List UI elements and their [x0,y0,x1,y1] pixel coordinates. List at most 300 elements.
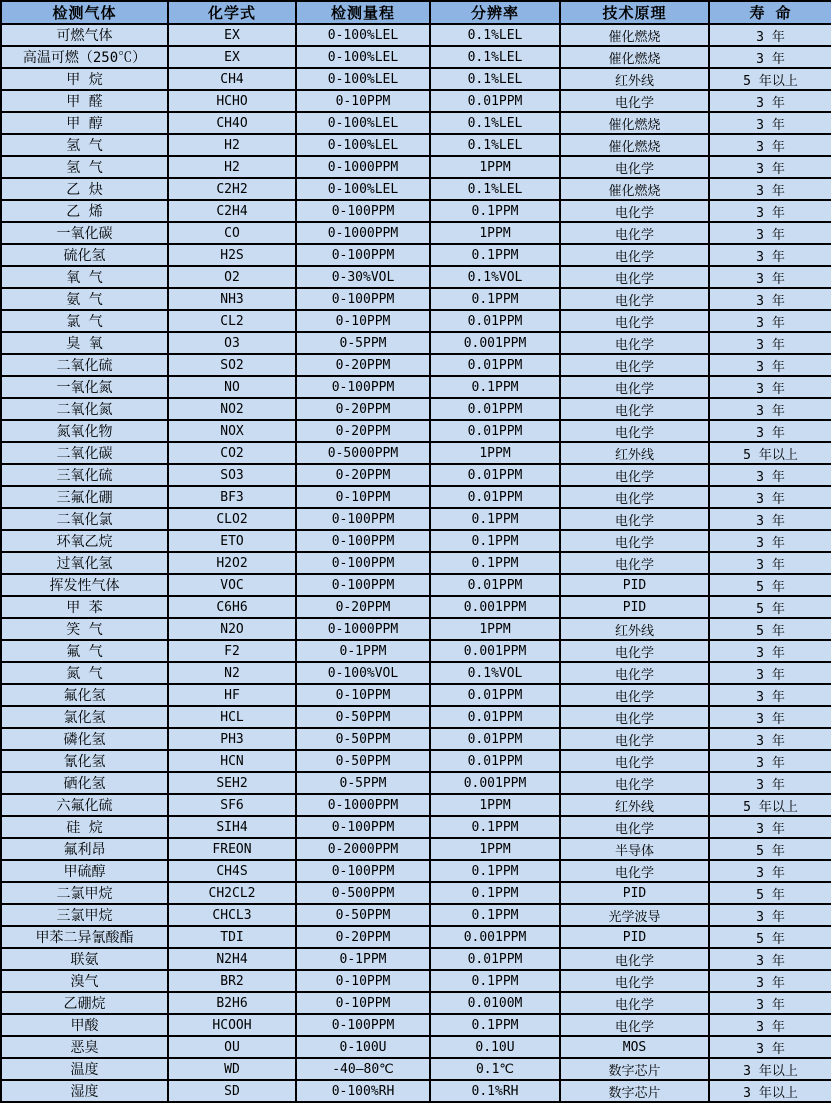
cell-range: 0-100PPM [296,1014,430,1036]
cell-resolution: 0.1%VOL [430,662,560,684]
table-row [1,420,831,442]
cell-lifespan: 3 年 [709,200,831,222]
cell-range: 0-50PPM [296,750,430,772]
cell-principle: PID [560,596,709,618]
cell-formula: SIH4 [168,816,296,838]
table-row [1,266,831,288]
table-row [1,904,831,926]
cell-lifespan: 5 年 [709,618,831,640]
cell-principle: 数字芯片 [560,1080,709,1102]
cell-resolution: 0.1PPM [430,552,560,574]
cell-principle: 电化学 [560,662,709,684]
cell-range: 0-10PPM [296,90,430,112]
cell-resolution: 0.1%LEL [430,24,560,46]
cell-formula: CHCL3 [168,904,296,926]
cell-gas: 氯化氢 [1,706,168,728]
cell-lifespan: 3 年 [709,684,831,706]
cell-lifespan: 5 年以上 [709,68,831,90]
cell-range: 0-20PPM [296,464,430,486]
cell-gas: 氧 气 [1,266,168,288]
cell-lifespan: 3 年 [709,992,831,1014]
cell-principle: 催化燃烧 [560,134,709,156]
cell-formula: OU [168,1036,296,1058]
cell-lifespan: 3 年 [709,904,831,926]
cell-formula: N2H4 [168,948,296,970]
cell-formula: CO [168,222,296,244]
cell-principle: 电化学 [560,728,709,750]
table-row [1,508,831,530]
cell-gas: 一氧化碳 [1,222,168,244]
cell-range: 0-1000PPM [296,222,430,244]
cell-gas: 二氧化氮 [1,398,168,420]
cell-gas: 二氧化硫 [1,354,168,376]
cell-range: 0-10PPM [296,486,430,508]
cell-formula: H2O2 [168,552,296,574]
cell-principle: 电化学 [560,464,709,486]
table-row [1,222,831,244]
cell-lifespan: 3 年 [709,816,831,838]
cell-principle: 红外线 [560,442,709,464]
table-row [1,310,831,332]
cell-formula: HCOOH [168,1014,296,1036]
cell-lifespan: 3 年 [709,662,831,684]
cell-principle: 电化学 [560,816,709,838]
cell-resolution: 0.1PPM [430,1014,560,1036]
cell-principle: 电化学 [560,948,709,970]
table-row [1,838,831,860]
cell-gas: 氟化氢 [1,684,168,706]
table-row [1,706,831,728]
cell-gas: 笑 气 [1,618,168,640]
cell-formula: HCL [168,706,296,728]
cell-range: 0-5PPM [296,332,430,354]
cell-principle: 半导体 [560,838,709,860]
cell-range: 0-1PPM [296,948,430,970]
cell-resolution: 1PPM [430,618,560,640]
cell-range: 0-20PPM [296,926,430,948]
cell-gas: 六氟化硫 [1,794,168,816]
cell-formula: NH3 [168,288,296,310]
cell-resolution: 0.01PPM [430,706,560,728]
cell-resolution: 1PPM [430,222,560,244]
cell-lifespan: 3 年 [709,706,831,728]
cell-resolution: 0.01PPM [430,354,560,376]
cell-gas: 挥发性气体 [1,574,168,596]
cell-principle: 催化燃烧 [560,178,709,200]
cell-lifespan: 3 年以上 [709,1058,831,1080]
cell-resolution: 0.1%LEL [430,178,560,200]
cell-resolution: 1PPM [430,442,560,464]
table-row [1,860,831,882]
cell-resolution: 0.1%LEL [430,112,560,134]
cell-formula: NO [168,376,296,398]
cell-formula: CL2 [168,310,296,332]
cell-resolution: 1PPM [430,838,560,860]
cell-formula: CH2CL2 [168,882,296,904]
cell-range: 0-20PPM [296,354,430,376]
cell-formula: ETO [168,530,296,552]
table-row [1,244,831,266]
cell-range: 0-100PPM [296,244,430,266]
cell-lifespan: 3 年 [709,178,831,200]
cell-lifespan: 3 年 [709,640,831,662]
cell-formula: N2 [168,662,296,684]
cell-resolution: 0.1PPM [430,816,560,838]
cell-gas: 乙 烯 [1,200,168,222]
cell-formula: N2O [168,618,296,640]
cell-gas: 乙硼烷 [1,992,168,1014]
cell-resolution: 0.1%VOL [430,266,560,288]
table-row [1,486,831,508]
cell-principle: 电化学 [560,508,709,530]
cell-principle: 电化学 [560,288,709,310]
cell-formula: CO2 [168,442,296,464]
cell-formula: NO2 [168,398,296,420]
cell-lifespan: 3 年 [709,1036,831,1058]
cell-gas: 一氧化氮 [1,376,168,398]
cell-principle: 电化学 [560,376,709,398]
cell-range: 0-100PPM [296,552,430,574]
table-row [1,574,831,596]
table-row [1,464,831,486]
table-row [1,750,831,772]
cell-gas: 高温可燃（250℃） [1,46,168,68]
cell-gas: 甲硫醇 [1,860,168,882]
cell-gas: 溴气 [1,970,168,992]
cell-formula: CH4O [168,112,296,134]
cell-lifespan: 3 年 [709,134,831,156]
cell-resolution: 0.1PPM [430,376,560,398]
cell-lifespan: 3 年 [709,376,831,398]
cell-range: 0-100%LEL [296,68,430,90]
cell-range: 0-100PPM [296,816,430,838]
table-row [1,354,831,376]
table-row [1,332,831,354]
cell-gas: 甲 醇 [1,112,168,134]
table-row [1,816,831,838]
cell-gas: 甲 苯 [1,596,168,618]
table-body [1,24,831,1102]
cell-lifespan: 3 年 [709,464,831,486]
cell-range: 0-10PPM [296,310,430,332]
cell-range: 0-1000PPM [296,618,430,640]
cell-formula: C2H2 [168,178,296,200]
cell-formula: HCHO [168,90,296,112]
column-header-formula: 化学式 [168,1,296,24]
cell-range: 0-2000PPM [296,838,430,860]
cell-lifespan: 3 年 [709,112,831,134]
cell-resolution: 0.01PPM [430,728,560,750]
cell-lifespan: 5 年 [709,838,831,860]
cell-resolution: 0.01PPM [430,464,560,486]
cell-gas: 硫化氢 [1,244,168,266]
cell-range: 0-100PPM [296,530,430,552]
cell-principle: 电化学 [560,200,709,222]
cell-lifespan: 3 年 [709,1014,831,1036]
cell-formula: CLO2 [168,508,296,530]
cell-range: 0-1000PPM [296,156,430,178]
cell-gas: 氢 气 [1,156,168,178]
cell-range: 0-20PPM [296,398,430,420]
cell-principle: 光学波导 [560,904,709,926]
cell-lifespan: 3 年 [709,486,831,508]
cell-lifespan: 3 年 [709,508,831,530]
cell-gas: 氟利昂 [1,838,168,860]
cell-principle: 电化学 [560,156,709,178]
cell-formula: CH4 [168,68,296,90]
cell-formula: TDI [168,926,296,948]
cell-range: 0-50PPM [296,904,430,926]
cell-principle: 电化学 [560,750,709,772]
cell-lifespan: 3 年 [709,354,831,376]
cell-lifespan: 3 年以上 [709,1080,831,1102]
cell-resolution: 0.001PPM [430,926,560,948]
cell-lifespan: 3 年 [709,530,831,552]
cell-principle: 电化学 [560,244,709,266]
table-row [1,728,831,750]
cell-gas: 环氧乙烷 [1,530,168,552]
column-header-gas: 检测气体 [1,1,168,24]
cell-gas: 三氧化硫 [1,464,168,486]
cell-gas: 三氯甲烷 [1,904,168,926]
cell-formula: O2 [168,266,296,288]
cell-principle: 红外线 [560,618,709,640]
cell-principle: 红外线 [560,68,709,90]
table-row [1,794,831,816]
cell-range: 0-100PPM [296,288,430,310]
cell-lifespan: 5 年 [709,596,831,618]
table-row [1,156,831,178]
cell-gas: 甲 醛 [1,90,168,112]
cell-formula: EX [168,24,296,46]
cell-gas: 湿度 [1,1080,168,1102]
table-row [1,618,831,640]
cell-formula: O3 [168,332,296,354]
cell-range: 0-50PPM [296,706,430,728]
cell-principle: 电化学 [560,398,709,420]
cell-range: 0-100PPM [296,200,430,222]
cell-gas: 甲酸 [1,1014,168,1036]
cell-gas: 氰化氢 [1,750,168,772]
cell-range: 0-100U [296,1036,430,1058]
cell-principle: 电化学 [560,992,709,1014]
cell-formula: VOC [168,574,296,596]
cell-gas: 温度 [1,1058,168,1080]
cell-lifespan: 5 年以上 [709,442,831,464]
cell-resolution: 0.01PPM [430,684,560,706]
cell-gas: 硅 烷 [1,816,168,838]
cell-principle: 电化学 [560,310,709,332]
cell-lifespan: 3 年 [709,46,831,68]
cell-resolution: 0.1PPM [430,904,560,926]
cell-lifespan: 3 年 [709,24,831,46]
cell-range: 0-1PPM [296,640,430,662]
cell-resolution: 0.001PPM [430,772,560,794]
cell-formula: NOX [168,420,296,442]
cell-principle: 电化学 [560,420,709,442]
cell-formula: BF3 [168,486,296,508]
table-row [1,68,831,90]
table-row [1,398,831,420]
cell-lifespan: 3 年 [709,750,831,772]
table-row [1,684,831,706]
cell-principle: 电化学 [560,860,709,882]
cell-principle: 电化学 [560,552,709,574]
cell-lifespan: 3 年 [709,860,831,882]
cell-resolution: 0.1PPM [430,882,560,904]
cell-range: 0-20PPM [296,596,430,618]
cell-lifespan: 3 年 [709,244,831,266]
cell-formula: SEH2 [168,772,296,794]
cell-resolution: 0.1PPM [430,200,560,222]
table-row [1,662,831,684]
cell-formula: EX [168,46,296,68]
cell-formula: BR2 [168,970,296,992]
cell-lifespan: 3 年 [709,772,831,794]
cell-principle: 催化燃烧 [560,24,709,46]
table-row [1,552,831,574]
cell-lifespan: 3 年 [709,420,831,442]
cell-principle: 电化学 [560,684,709,706]
cell-principle: 电化学 [560,486,709,508]
cell-gas: 过氧化氢 [1,552,168,574]
table-header-row [1,1,831,24]
cell-resolution: 0.01PPM [430,398,560,420]
table-row [1,1080,831,1102]
cell-formula: SO2 [168,354,296,376]
cell-resolution: 0.1%LEL [430,46,560,68]
table-row [1,970,831,992]
cell-resolution: 0.01PPM [430,90,560,112]
cell-formula: SO3 [168,464,296,486]
cell-lifespan: 5 年以上 [709,794,831,816]
cell-resolution: 0.1PPM [430,860,560,882]
cell-gas: 恶臭 [1,1036,168,1058]
cell-resolution: 0.1PPM [430,530,560,552]
cell-gas: 氢 气 [1,134,168,156]
cell-formula: C6H6 [168,596,296,618]
cell-range: 0-30%VOL [296,266,430,288]
cell-gas: 氮氧化物 [1,420,168,442]
table-row [1,46,831,68]
cell-resolution: 0.01PPM [430,574,560,596]
cell-lifespan: 3 年 [709,728,831,750]
cell-formula: H2 [168,134,296,156]
table-row [1,200,831,222]
cell-gas: 二氧化碳 [1,442,168,464]
cell-range: 0-50PPM [296,728,430,750]
cell-resolution: 0.0100M [430,992,560,1014]
cell-lifespan: 3 年 [709,266,831,288]
table-row [1,640,831,662]
cell-principle: 电化学 [560,706,709,728]
table-row [1,376,831,398]
cell-resolution: 0.10U [430,1036,560,1058]
cell-gas: 甲 烷 [1,68,168,90]
cell-formula: F2 [168,640,296,662]
cell-range: 0-100%RH [296,1080,430,1102]
cell-resolution: 1PPM [430,794,560,816]
cell-range: 0-100%LEL [296,24,430,46]
cell-formula: HCN [168,750,296,772]
column-header-range: 检测量程 [296,1,430,24]
cell-range: 0-100PPM [296,574,430,596]
table-row [1,882,831,904]
table-row [1,926,831,948]
cell-principle: 电化学 [560,772,709,794]
cell-resolution: 0.1℃ [430,1058,560,1080]
table-row [1,1058,831,1080]
cell-principle: 催化燃烧 [560,112,709,134]
cell-principle: 红外线 [560,794,709,816]
cell-lifespan: 3 年 [709,552,831,574]
cell-lifespan: 3 年 [709,288,831,310]
cell-resolution: 0.1PPM [430,288,560,310]
cell-resolution: 0.1%LEL [430,134,560,156]
cell-formula: HF [168,684,296,706]
cell-gas: 乙 炔 [1,178,168,200]
cell-principle: PID [560,882,709,904]
cell-gas: 氯 气 [1,310,168,332]
cell-gas: 氟 气 [1,640,168,662]
cell-formula: B2H6 [168,992,296,1014]
cell-lifespan: 5 年 [709,574,831,596]
cell-lifespan: 3 年 [709,948,831,970]
table-row [1,442,831,464]
cell-range: 0-10PPM [296,684,430,706]
table-row [1,24,831,46]
table-row [1,992,831,1014]
table-row [1,134,831,156]
cell-gas: 可燃气体 [1,24,168,46]
cell-range: 0-100%VOL [296,662,430,684]
table-row [1,1036,831,1058]
cell-gas: 二氯甲烷 [1,882,168,904]
cell-principle: 数字芯片 [560,1058,709,1080]
cell-range: 0-5PPM [296,772,430,794]
cell-gas: 氮 气 [1,662,168,684]
table-row [1,948,831,970]
cell-principle: 电化学 [560,970,709,992]
cell-principle: PID [560,574,709,596]
cell-gas: 臭 氧 [1,332,168,354]
cell-resolution: 0.01PPM [430,310,560,332]
cell-gas: 氨 气 [1,288,168,310]
cell-lifespan: 5 年 [709,882,831,904]
table-row [1,178,831,200]
cell-range: 0-100%LEL [296,178,430,200]
column-header-principle: 技术原理 [560,1,709,24]
cell-gas: 磷化氢 [1,728,168,750]
cell-principle: 电化学 [560,332,709,354]
column-header-lifespan: 寿 命 [709,1,831,24]
table-row [1,596,831,618]
cell-resolution: 0.01PPM [430,750,560,772]
cell-resolution: 0.01PPM [430,420,560,442]
cell-gas: 三氟化硼 [1,486,168,508]
cell-principle: 电化学 [560,1014,709,1036]
cell-formula: FREON [168,838,296,860]
cell-range: -40—80℃ [296,1058,430,1080]
cell-formula: SD [168,1080,296,1102]
cell-gas: 联氨 [1,948,168,970]
cell-resolution: 0.01PPM [430,948,560,970]
cell-principle: 电化学 [560,640,709,662]
column-header-resolution: 分辨率 [430,1,560,24]
cell-resolution: 0.1PPM [430,508,560,530]
cell-formula: CH4S [168,860,296,882]
cell-formula: SF6 [168,794,296,816]
